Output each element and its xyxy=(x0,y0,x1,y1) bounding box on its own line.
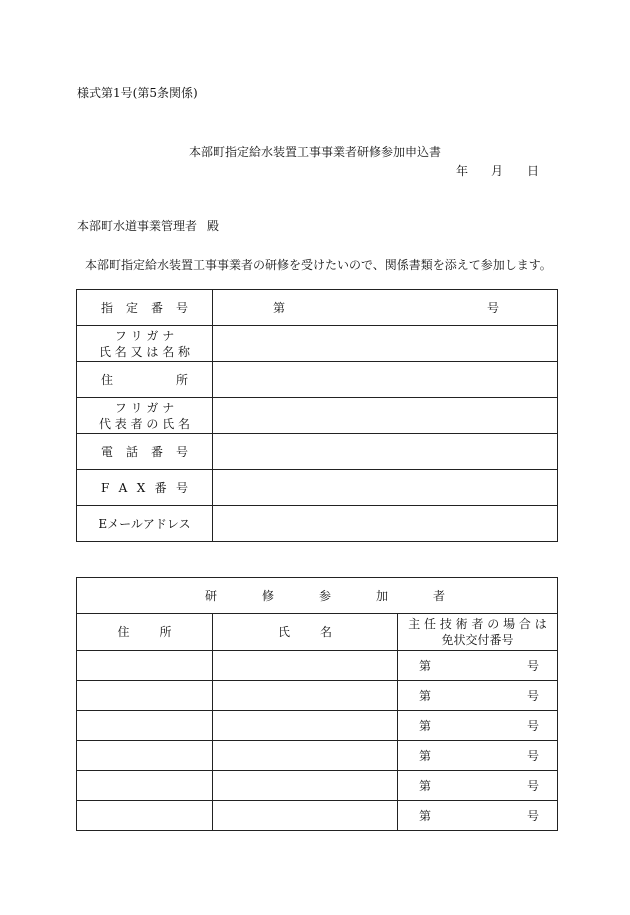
participant-address-field[interactable] xyxy=(77,651,213,681)
participant-name-field[interactable] xyxy=(213,681,398,711)
label-char: 所 xyxy=(175,372,188,387)
title-char: 修 xyxy=(261,588,274,603)
license-suffix: 号 xyxy=(526,688,539,703)
title-char: 参 xyxy=(318,588,331,603)
address-field[interactable] xyxy=(213,362,558,398)
participant-name-field[interactable] xyxy=(213,801,398,831)
participant-name-field[interactable] xyxy=(213,651,398,681)
label-char: 電 xyxy=(101,444,114,459)
label-char: 話 xyxy=(125,444,138,459)
name-field[interactable] xyxy=(213,326,558,362)
label-char: X xyxy=(136,480,146,495)
document-title: 本部町指定給水装置工事事業者研修参加申込書 xyxy=(188,145,441,159)
number-suffix: 号 xyxy=(486,300,499,315)
participant-row xyxy=(77,741,558,771)
date-month-label: 月 xyxy=(491,164,504,178)
license-prefix: 第 xyxy=(419,748,432,763)
license-suffix: 号 xyxy=(526,658,539,673)
label-char: 定 xyxy=(125,300,138,315)
date-year-label: 年 xyxy=(456,164,469,178)
participant-license-field[interactable] xyxy=(398,681,558,711)
participant-address-field[interactable] xyxy=(77,741,213,771)
license-suffix: 号 xyxy=(526,748,539,763)
label-char: 番 xyxy=(150,444,163,459)
label-char: F xyxy=(101,480,110,495)
participant-row xyxy=(77,771,558,801)
row-email xyxy=(77,506,558,542)
license-prefix: 第 xyxy=(419,688,432,703)
row-representative xyxy=(77,398,558,434)
license-prefix: 第 xyxy=(419,658,432,673)
participant-license-field[interactable] xyxy=(398,711,558,741)
license-suffix: 号 xyxy=(526,718,539,733)
row-fax xyxy=(77,470,558,506)
participant-row xyxy=(77,801,558,831)
addressee-honorific: 殿 xyxy=(207,219,220,233)
label-char: 号 xyxy=(175,300,188,315)
number-prefix: 第 xyxy=(273,300,286,315)
label-char: 指 xyxy=(101,300,114,315)
addressee-name: 本部町水道事業管理者 xyxy=(77,219,198,233)
participant-license-field[interactable] xyxy=(398,741,558,771)
participant-row xyxy=(77,651,558,681)
participant-license-field[interactable] xyxy=(398,801,558,831)
row-name xyxy=(77,326,558,362)
designation-number-field[interactable] xyxy=(213,290,558,326)
header-char: 住 xyxy=(117,625,130,639)
license-header-line1: 主 任 技 術 者 の 場 合 は xyxy=(408,617,547,631)
label-char: A xyxy=(118,480,128,495)
phone-field[interactable] xyxy=(213,434,558,470)
email-field[interactable] xyxy=(213,506,558,542)
participants-table xyxy=(76,577,558,831)
participants-title-row xyxy=(77,578,558,614)
column-header-license xyxy=(398,614,558,651)
phone-label xyxy=(77,434,213,470)
fax-label xyxy=(77,470,213,506)
date-day-label: 日 xyxy=(527,164,540,178)
name-label xyxy=(77,326,213,362)
title-char: 研 xyxy=(205,588,218,603)
participant-name-field[interactable] xyxy=(213,741,398,771)
participant-name-field[interactable] xyxy=(213,771,398,801)
header-char: 名 xyxy=(320,625,333,639)
designation-number-label xyxy=(77,290,213,326)
label-char: 番 xyxy=(150,300,163,315)
title-char: 加 xyxy=(375,588,388,603)
name-furigana: フ リ ガ ナ xyxy=(114,328,175,343)
address-label xyxy=(77,362,213,398)
representative-furigana: フ リ ガ ナ xyxy=(114,400,175,415)
license-suffix: 号 xyxy=(526,808,539,823)
participant-license-field[interactable] xyxy=(398,771,558,801)
row-address xyxy=(77,362,558,398)
license-prefix: 第 xyxy=(419,718,432,733)
participant-address-field[interactable] xyxy=(77,681,213,711)
row-phone xyxy=(77,434,558,470)
applicant-table xyxy=(76,289,558,542)
license-prefix: 第 xyxy=(419,808,432,823)
participant-address-field[interactable] xyxy=(77,711,213,741)
license-suffix: 号 xyxy=(526,778,539,793)
participant-row xyxy=(77,711,558,741)
label-char: 住 xyxy=(101,372,114,387)
label-char: 号 xyxy=(175,480,188,495)
participant-address-field[interactable] xyxy=(77,771,213,801)
label-char: 号 xyxy=(175,444,188,459)
participant-row xyxy=(77,681,558,711)
fax-field[interactable] xyxy=(213,470,558,506)
row-designation-number xyxy=(77,290,558,326)
body-text: 本部町指定給水装置工事事業者の研修を受けたいので、関係書類を添えて参加します。 xyxy=(85,258,552,272)
participants-section-title xyxy=(77,578,558,614)
license-header-line2: 免状交付番号 xyxy=(441,633,514,647)
participant-license-field[interactable] xyxy=(398,651,558,681)
representative-field[interactable] xyxy=(213,398,558,434)
participant-address-field[interactable] xyxy=(77,801,213,831)
column-header-name xyxy=(213,614,398,651)
participant-name-field[interactable] xyxy=(213,711,398,741)
participants-header-row xyxy=(77,614,558,651)
header-char: 氏 xyxy=(277,625,290,639)
label-char: 番 xyxy=(154,480,167,495)
license-prefix: 第 xyxy=(419,778,432,793)
name-label-text: 氏 名 又 は 名 称 xyxy=(98,344,191,359)
representative-label xyxy=(77,398,213,434)
column-header-address xyxy=(77,614,213,651)
email-label: Eメールアドレス xyxy=(77,506,213,542)
title-char: 者 xyxy=(432,588,445,603)
header-char: 所 xyxy=(159,625,172,639)
form-number: 様式第1号(第5条関係) xyxy=(77,86,198,100)
representative-label-text: 代 表 者 の 氏 名 xyxy=(98,416,191,431)
